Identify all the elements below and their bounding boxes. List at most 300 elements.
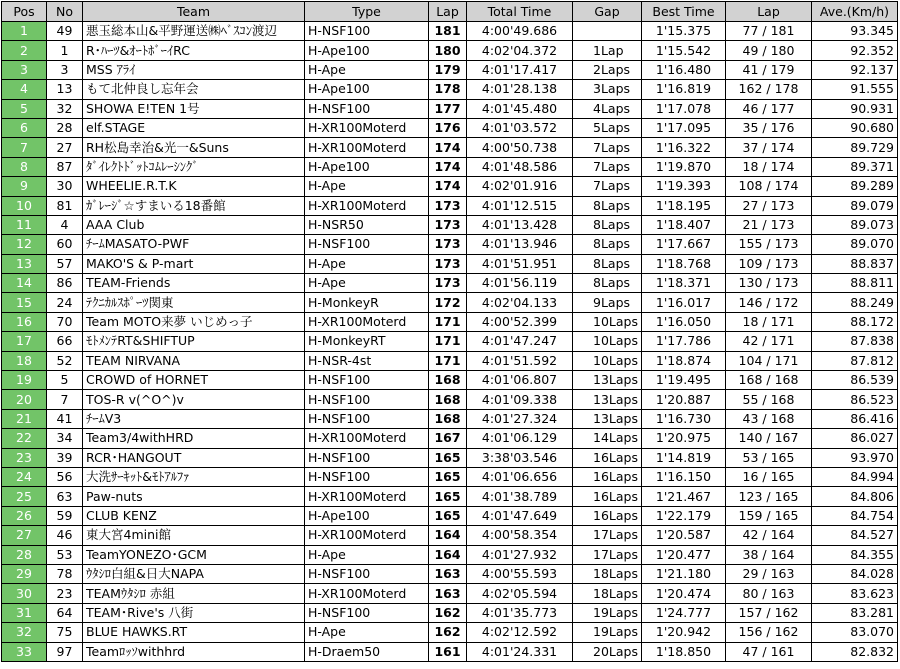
team-cell: TEAMｳﾀｼﾛ 赤組 bbox=[83, 584, 305, 603]
number-cell: 75 bbox=[47, 623, 83, 642]
gap-cell: 13Laps bbox=[573, 409, 642, 428]
average-speed-cell: 92.137 bbox=[812, 60, 898, 79]
best-time-cell: 1'16.017 bbox=[642, 293, 726, 312]
type-cell: H-Ape100 bbox=[305, 157, 429, 176]
lap-count-cell: 162 bbox=[429, 623, 467, 642]
best-lap-cell: 157 / 162 bbox=[726, 603, 812, 622]
table-row bbox=[2, 118, 898, 137]
number-cell: 70 bbox=[47, 312, 83, 331]
header-best-time: Best Time bbox=[642, 2, 726, 22]
number-cell: 53 bbox=[47, 545, 83, 564]
gap-cell: 16Laps bbox=[573, 506, 642, 525]
position-cell: 30 bbox=[2, 584, 47, 603]
table-row bbox=[2, 526, 898, 545]
best-lap-cell: 27 / 173 bbox=[726, 196, 812, 215]
best-lap-cell: 108 / 174 bbox=[726, 177, 812, 196]
lap-count-cell: 177 bbox=[429, 99, 467, 118]
average-speed-cell: 84.806 bbox=[812, 487, 898, 506]
best-lap-cell: 168 / 168 bbox=[726, 371, 812, 390]
number-cell: 78 bbox=[47, 564, 83, 583]
lap-count-cell: 172 bbox=[429, 293, 467, 312]
average-speed-cell: 84.527 bbox=[812, 526, 898, 545]
total-time-cell: 4:01'51.592 bbox=[467, 351, 573, 370]
best-lap-cell: 53 / 165 bbox=[726, 448, 812, 467]
total-time-cell: 4:01'27.932 bbox=[467, 545, 573, 564]
average-speed-cell: 93.345 bbox=[812, 22, 898, 41]
table-row bbox=[2, 293, 898, 312]
best-time-cell: 1'17.667 bbox=[642, 235, 726, 254]
average-speed-cell: 84.994 bbox=[812, 467, 898, 486]
team-cell: ﾃｸﾆｶﾙｽﾎﾟｰﾂ関東 bbox=[83, 293, 305, 312]
position-cell: 23 bbox=[2, 448, 47, 467]
type-cell: H-NSF100 bbox=[305, 371, 429, 390]
header-team: Team bbox=[83, 2, 305, 22]
team-cell: CLUB KENZ bbox=[83, 506, 305, 525]
lap-count-cell: 161 bbox=[429, 642, 467, 661]
total-time-cell: 4:01'51.951 bbox=[467, 254, 573, 273]
type-cell: H-Ape bbox=[305, 545, 429, 564]
table-row bbox=[2, 564, 898, 583]
header-type: Type bbox=[305, 2, 429, 22]
number-cell: 87 bbox=[47, 157, 83, 176]
total-time-cell: 4:01'24.331 bbox=[467, 642, 573, 661]
lap-count-cell: 178 bbox=[429, 80, 467, 99]
type-cell: H-Ape bbox=[305, 254, 429, 273]
total-time-cell: 4:01'38.789 bbox=[467, 487, 573, 506]
position-cell: 4 bbox=[2, 80, 47, 99]
table-row bbox=[2, 138, 898, 157]
position-cell: 13 bbox=[2, 254, 47, 273]
lap-count-cell: 162 bbox=[429, 603, 467, 622]
best-time-cell: 1'20.887 bbox=[642, 390, 726, 409]
number-cell: 4 bbox=[47, 215, 83, 234]
gap-cell: 19Laps bbox=[573, 623, 642, 642]
type-cell: H-MonkeyR bbox=[305, 293, 429, 312]
average-speed-cell: 87.838 bbox=[812, 332, 898, 351]
table-row bbox=[2, 41, 898, 60]
best-time-cell: 1'15.375 bbox=[642, 22, 726, 41]
team-cell: 東大宮4mini館 bbox=[83, 526, 305, 545]
best-lap-cell: 109 / 173 bbox=[726, 254, 812, 273]
team-cell: MSS ｱﾗｲ bbox=[83, 60, 305, 79]
lap-count-cell: 165 bbox=[429, 487, 467, 506]
number-cell: 1 bbox=[47, 41, 83, 60]
lap-count-cell: 173 bbox=[429, 196, 467, 215]
best-lap-cell: 37 / 174 bbox=[726, 138, 812, 157]
average-speed-cell: 88.172 bbox=[812, 312, 898, 331]
team-cell: TOS-R v(^O^)v bbox=[83, 390, 305, 409]
total-time-cell: 4:00'55.593 bbox=[467, 564, 573, 583]
number-cell: 81 bbox=[47, 196, 83, 215]
position-cell: 9 bbox=[2, 177, 47, 196]
gap-cell: 8Laps bbox=[573, 235, 642, 254]
average-speed-cell: 87.812 bbox=[812, 351, 898, 370]
best-lap-cell: 35 / 176 bbox=[726, 118, 812, 137]
header-row bbox=[2, 2, 898, 22]
table-row bbox=[2, 332, 898, 351]
gap-cell: 14Laps bbox=[573, 429, 642, 448]
best-lap-cell: 42 / 171 bbox=[726, 332, 812, 351]
type-cell: H-NSF100 bbox=[305, 390, 429, 409]
table-row bbox=[2, 351, 898, 370]
total-time-cell: 4:01'47.247 bbox=[467, 332, 573, 351]
best-time-cell: 1'19.870 bbox=[642, 157, 726, 176]
best-time-cell: 1'16.730 bbox=[642, 409, 726, 428]
results-body bbox=[2, 22, 898, 662]
number-cell: 86 bbox=[47, 274, 83, 293]
team-cell: Team MOTO来夢 いじめっ子 bbox=[83, 312, 305, 331]
gap-cell: 3Laps bbox=[573, 80, 642, 99]
number-cell: 63 bbox=[47, 487, 83, 506]
best-lap-cell: 156 / 162 bbox=[726, 623, 812, 642]
best-lap-cell: 49 / 180 bbox=[726, 41, 812, 60]
lap-count-cell: 173 bbox=[429, 215, 467, 234]
best-time-cell: 1'16.050 bbox=[642, 312, 726, 331]
lap-count-cell: 171 bbox=[429, 351, 467, 370]
position-cell: 32 bbox=[2, 623, 47, 642]
best-lap-cell: 130 / 173 bbox=[726, 274, 812, 293]
type-cell: H-NSF100 bbox=[305, 235, 429, 254]
gap-cell: 8Laps bbox=[573, 196, 642, 215]
table-row bbox=[2, 254, 898, 273]
average-speed-cell: 89.073 bbox=[812, 215, 898, 234]
team-cell: BLUE HAWKS.RT bbox=[83, 623, 305, 642]
header-gap: Gap bbox=[573, 2, 642, 22]
total-time-cell: 4:01'06.656 bbox=[467, 467, 573, 486]
position-cell: 33 bbox=[2, 642, 47, 661]
table-row bbox=[2, 177, 898, 196]
gap-cell: 10Laps bbox=[573, 312, 642, 331]
gap-cell: 19Laps bbox=[573, 603, 642, 622]
best-time-cell: 1'20.474 bbox=[642, 584, 726, 603]
team-cell: ﾓﾄﾒﾝﾃRT&SHIFTUP bbox=[83, 332, 305, 351]
best-lap-cell: 16 / 165 bbox=[726, 467, 812, 486]
team-cell: 悪玉総本山&平野運送㈱ﾍﾞｽｺﾝ渡辺 bbox=[83, 22, 305, 41]
type-cell: H-NSF100 bbox=[305, 467, 429, 486]
position-cell: 26 bbox=[2, 506, 47, 525]
position-cell: 31 bbox=[2, 603, 47, 622]
number-cell: 34 bbox=[47, 429, 83, 448]
lap-count-cell: 174 bbox=[429, 177, 467, 196]
results-table bbox=[1, 1, 898, 662]
best-lap-cell: 18 / 171 bbox=[726, 312, 812, 331]
gap-cell: 2Laps bbox=[573, 60, 642, 79]
position-cell: 27 bbox=[2, 526, 47, 545]
type-cell: H-Ape bbox=[305, 60, 429, 79]
total-time-cell: 4:01'27.324 bbox=[467, 409, 573, 428]
table-row bbox=[2, 584, 898, 603]
average-speed-cell: 89.070 bbox=[812, 235, 898, 254]
team-cell: 大洗ｻｰｷｯﾄ&ﾓﾄｱﾙﾌｧ bbox=[83, 467, 305, 486]
gap-cell: 7Laps bbox=[573, 157, 642, 176]
total-time-cell: 4:01'06.129 bbox=[467, 429, 573, 448]
type-cell: H-MonkeyRT bbox=[305, 332, 429, 351]
number-cell: 64 bbox=[47, 603, 83, 622]
type-cell: H-XR100Moterd bbox=[305, 138, 429, 157]
lap-count-cell: 179 bbox=[429, 60, 467, 79]
header-total-time: Total Time bbox=[467, 2, 573, 22]
gap-cell: 16Laps bbox=[573, 467, 642, 486]
lap-count-cell: 168 bbox=[429, 390, 467, 409]
gap-cell: 16Laps bbox=[573, 487, 642, 506]
best-time-cell: 1'19.393 bbox=[642, 177, 726, 196]
lap-count-cell: 163 bbox=[429, 564, 467, 583]
lap-count-cell: 168 bbox=[429, 409, 467, 428]
average-speed-cell: 91.555 bbox=[812, 80, 898, 99]
position-cell: 15 bbox=[2, 293, 47, 312]
gap-cell: 17Laps bbox=[573, 545, 642, 564]
total-time-cell: 4:02'04.372 bbox=[467, 41, 573, 60]
best-time-cell: 1'20.477 bbox=[642, 545, 726, 564]
position-cell: 12 bbox=[2, 235, 47, 254]
best-time-cell: 1'17.786 bbox=[642, 332, 726, 351]
number-cell: 28 bbox=[47, 118, 83, 137]
team-cell: SHOWA E!TEN 1号 bbox=[83, 99, 305, 118]
table-row bbox=[2, 545, 898, 564]
best-lap-cell: 38 / 164 bbox=[726, 545, 812, 564]
position-cell: 28 bbox=[2, 545, 47, 564]
average-speed-cell: 89.079 bbox=[812, 196, 898, 215]
team-cell: CROWD of HORNET bbox=[83, 371, 305, 390]
position-cell: 18 bbox=[2, 351, 47, 370]
number-cell: 3 bbox=[47, 60, 83, 79]
lap-count-cell: 165 bbox=[429, 467, 467, 486]
number-cell: 27 bbox=[47, 138, 83, 157]
table-row bbox=[2, 390, 898, 409]
total-time-cell: 4:02'12.592 bbox=[467, 623, 573, 642]
team-cell: TEAM･Rive's 八街 bbox=[83, 603, 305, 622]
best-lap-cell: 21 / 173 bbox=[726, 215, 812, 234]
type-cell: H-XR100Moterd bbox=[305, 196, 429, 215]
total-time-cell: 4:00'50.738 bbox=[467, 138, 573, 157]
total-time-cell: 4:01'48.586 bbox=[467, 157, 573, 176]
best-time-cell: 1'14.819 bbox=[642, 448, 726, 467]
best-lap-cell: 104 / 171 bbox=[726, 351, 812, 370]
type-cell: H-Draem50 bbox=[305, 642, 429, 661]
total-time-cell: 4:00'52.399 bbox=[467, 312, 573, 331]
table-row bbox=[2, 487, 898, 506]
average-speed-cell: 86.523 bbox=[812, 390, 898, 409]
average-speed-cell: 86.539 bbox=[812, 371, 898, 390]
lap-count-cell: 180 bbox=[429, 41, 467, 60]
table-row bbox=[2, 235, 898, 254]
position-cell: 8 bbox=[2, 157, 47, 176]
team-cell: TEAM NIRVANA bbox=[83, 351, 305, 370]
team-cell: TeamYONEZO･GCM bbox=[83, 545, 305, 564]
best-time-cell: 1'19.495 bbox=[642, 371, 726, 390]
team-cell: RH松島幸治&光一&Suns bbox=[83, 138, 305, 157]
team-cell: elf.STAGE bbox=[83, 118, 305, 137]
header-no: No bbox=[47, 2, 83, 22]
average-speed-cell: 92.352 bbox=[812, 41, 898, 60]
team-cell: Teamﾛｯｿwithhrd bbox=[83, 642, 305, 661]
average-speed-cell: 83.623 bbox=[812, 584, 898, 603]
total-time-cell: 4:01'03.572 bbox=[467, 118, 573, 137]
best-time-cell: 1'20.975 bbox=[642, 429, 726, 448]
best-time-cell: 1'21.467 bbox=[642, 487, 726, 506]
header-ave-speed: Ave.(Km/h) bbox=[812, 2, 898, 22]
number-cell: 23 bbox=[47, 584, 83, 603]
gap-cell: 1Lap bbox=[573, 41, 642, 60]
best-time-cell: 1'21.180 bbox=[642, 564, 726, 583]
team-cell: WHEELIE.R.T.K bbox=[83, 177, 305, 196]
gap-cell: 10Laps bbox=[573, 332, 642, 351]
team-cell: RCR･HANGOUT bbox=[83, 448, 305, 467]
total-time-cell: 4:01'09.338 bbox=[467, 390, 573, 409]
best-time-cell: 1'16.819 bbox=[642, 80, 726, 99]
best-time-cell: 1'16.322 bbox=[642, 138, 726, 157]
gap-cell: 7Laps bbox=[573, 138, 642, 157]
table-row bbox=[2, 467, 898, 486]
type-cell: H-Ape100 bbox=[305, 80, 429, 99]
average-speed-cell: 84.028 bbox=[812, 564, 898, 583]
total-time-cell: 4:01'28.138 bbox=[467, 80, 573, 99]
best-time-cell: 1'16.480 bbox=[642, 60, 726, 79]
type-cell: H-NSF100 bbox=[305, 448, 429, 467]
gap-cell: 8Laps bbox=[573, 274, 642, 293]
table-row bbox=[2, 642, 898, 661]
position-cell: 1 bbox=[2, 22, 47, 41]
team-cell: ｶﾞﾚｰｼﾞ☆すまいる18番館 bbox=[83, 196, 305, 215]
header-pos: Pos bbox=[2, 2, 47, 22]
average-speed-cell: 88.249 bbox=[812, 293, 898, 312]
lap-count-cell: 176 bbox=[429, 118, 467, 137]
best-time-cell: 1'22.179 bbox=[642, 506, 726, 525]
best-lap-cell: 18 / 174 bbox=[726, 157, 812, 176]
gap-cell: 9Laps bbox=[573, 293, 642, 312]
best-lap-cell: 47 / 161 bbox=[726, 642, 812, 661]
lap-count-cell: 174 bbox=[429, 157, 467, 176]
best-time-cell: 1'20.587 bbox=[642, 526, 726, 545]
gap-cell: 10Laps bbox=[573, 351, 642, 370]
gap-cell: 5Laps bbox=[573, 118, 642, 137]
average-speed-cell: 84.355 bbox=[812, 545, 898, 564]
best-time-cell: 1'24.777 bbox=[642, 603, 726, 622]
gap-cell bbox=[573, 22, 642, 41]
number-cell: 57 bbox=[47, 254, 83, 273]
best-lap-cell: 123 / 165 bbox=[726, 487, 812, 506]
table-row bbox=[2, 371, 898, 390]
number-cell: 24 bbox=[47, 293, 83, 312]
table-row bbox=[2, 60, 898, 79]
average-speed-cell: 86.027 bbox=[812, 429, 898, 448]
lap-count-cell: 173 bbox=[429, 254, 467, 273]
number-cell: 66 bbox=[47, 332, 83, 351]
position-cell: 22 bbox=[2, 429, 47, 448]
number-cell: 97 bbox=[47, 642, 83, 661]
average-speed-cell: 83.070 bbox=[812, 623, 898, 642]
header-lap: Lap bbox=[429, 2, 467, 22]
lap-count-cell: 181 bbox=[429, 22, 467, 41]
type-cell: H-Ape100 bbox=[305, 506, 429, 525]
best-lap-cell: 55 / 168 bbox=[726, 390, 812, 409]
type-cell: H-Ape bbox=[305, 177, 429, 196]
average-speed-cell: 89.729 bbox=[812, 138, 898, 157]
average-speed-cell: 90.931 bbox=[812, 99, 898, 118]
position-cell: 3 bbox=[2, 60, 47, 79]
position-cell: 6 bbox=[2, 118, 47, 137]
best-time-cell: 1'15.542 bbox=[642, 41, 726, 60]
best-time-cell: 1'18.850 bbox=[642, 642, 726, 661]
number-cell: 13 bbox=[47, 80, 83, 99]
lap-count-cell: 163 bbox=[429, 584, 467, 603]
total-time-cell: 4:02'04.133 bbox=[467, 293, 573, 312]
gap-cell: 18Laps bbox=[573, 564, 642, 583]
total-time-cell: 4:01'56.119 bbox=[467, 274, 573, 293]
number-cell: 56 bbox=[47, 467, 83, 486]
number-cell: 5 bbox=[47, 371, 83, 390]
table-row bbox=[2, 448, 898, 467]
number-cell: 52 bbox=[47, 351, 83, 370]
table-row bbox=[2, 409, 898, 428]
best-lap-cell: 162 / 178 bbox=[726, 80, 812, 99]
gap-cell: 13Laps bbox=[573, 371, 642, 390]
total-time-cell: 4:01'06.807 bbox=[467, 371, 573, 390]
lap-count-cell: 173 bbox=[429, 235, 467, 254]
position-cell: 21 bbox=[2, 409, 47, 428]
type-cell: H-NSR50 bbox=[305, 215, 429, 234]
number-cell: 39 bbox=[47, 448, 83, 467]
best-time-cell: 1'16.150 bbox=[642, 467, 726, 486]
team-cell: Team3/4withHRD bbox=[83, 429, 305, 448]
total-time-cell: 4:01'35.773 bbox=[467, 603, 573, 622]
number-cell: 7 bbox=[47, 390, 83, 409]
team-cell: AAA Club bbox=[83, 215, 305, 234]
type-cell: H-Ape bbox=[305, 274, 429, 293]
number-cell: 32 bbox=[47, 99, 83, 118]
table-row bbox=[2, 429, 898, 448]
team-cell: TEAM-Friends bbox=[83, 274, 305, 293]
table-row bbox=[2, 215, 898, 234]
total-time-cell: 4:01'13.428 bbox=[467, 215, 573, 234]
position-cell: 16 bbox=[2, 312, 47, 331]
best-lap-cell: 159 / 165 bbox=[726, 506, 812, 525]
type-cell: H-XR100Moterd bbox=[305, 118, 429, 137]
number-cell: 46 bbox=[47, 526, 83, 545]
type-cell: H-XR100Moterd bbox=[305, 312, 429, 331]
position-cell: 2 bbox=[2, 41, 47, 60]
best-time-cell: 1'17.095 bbox=[642, 118, 726, 137]
lap-count-cell: 173 bbox=[429, 274, 467, 293]
average-speed-cell: 82.832 bbox=[812, 642, 898, 661]
average-speed-cell: 83.281 bbox=[812, 603, 898, 622]
average-speed-cell: 89.289 bbox=[812, 177, 898, 196]
table-row bbox=[2, 312, 898, 331]
total-time-cell: 4:01'47.649 bbox=[467, 506, 573, 525]
lap-count-cell: 168 bbox=[429, 371, 467, 390]
gap-cell: 17Laps bbox=[573, 526, 642, 545]
position-cell: 14 bbox=[2, 274, 47, 293]
table-row bbox=[2, 22, 898, 41]
average-speed-cell: 89.371 bbox=[812, 157, 898, 176]
header-best-lap: Lap bbox=[726, 2, 812, 22]
position-cell: 7 bbox=[2, 138, 47, 157]
team-cell: MAKO'S & P-mart bbox=[83, 254, 305, 273]
best-lap-cell: 80 / 163 bbox=[726, 584, 812, 603]
lap-count-cell: 174 bbox=[429, 138, 467, 157]
lap-count-cell: 165 bbox=[429, 448, 467, 467]
position-cell: 19 bbox=[2, 371, 47, 390]
type-cell: H-Ape100 bbox=[305, 41, 429, 60]
total-time-cell: 3:38'03.546 bbox=[467, 448, 573, 467]
best-lap-cell: 46 / 177 bbox=[726, 99, 812, 118]
position-cell: 24 bbox=[2, 467, 47, 486]
team-cell: ｳﾀｼﾛ白組&日大NAPA bbox=[83, 564, 305, 583]
lap-count-cell: 164 bbox=[429, 545, 467, 564]
table-row bbox=[2, 99, 898, 118]
team-cell: ﾁｰﾑMASATO-PWF bbox=[83, 235, 305, 254]
gap-cell: 4Laps bbox=[573, 99, 642, 118]
